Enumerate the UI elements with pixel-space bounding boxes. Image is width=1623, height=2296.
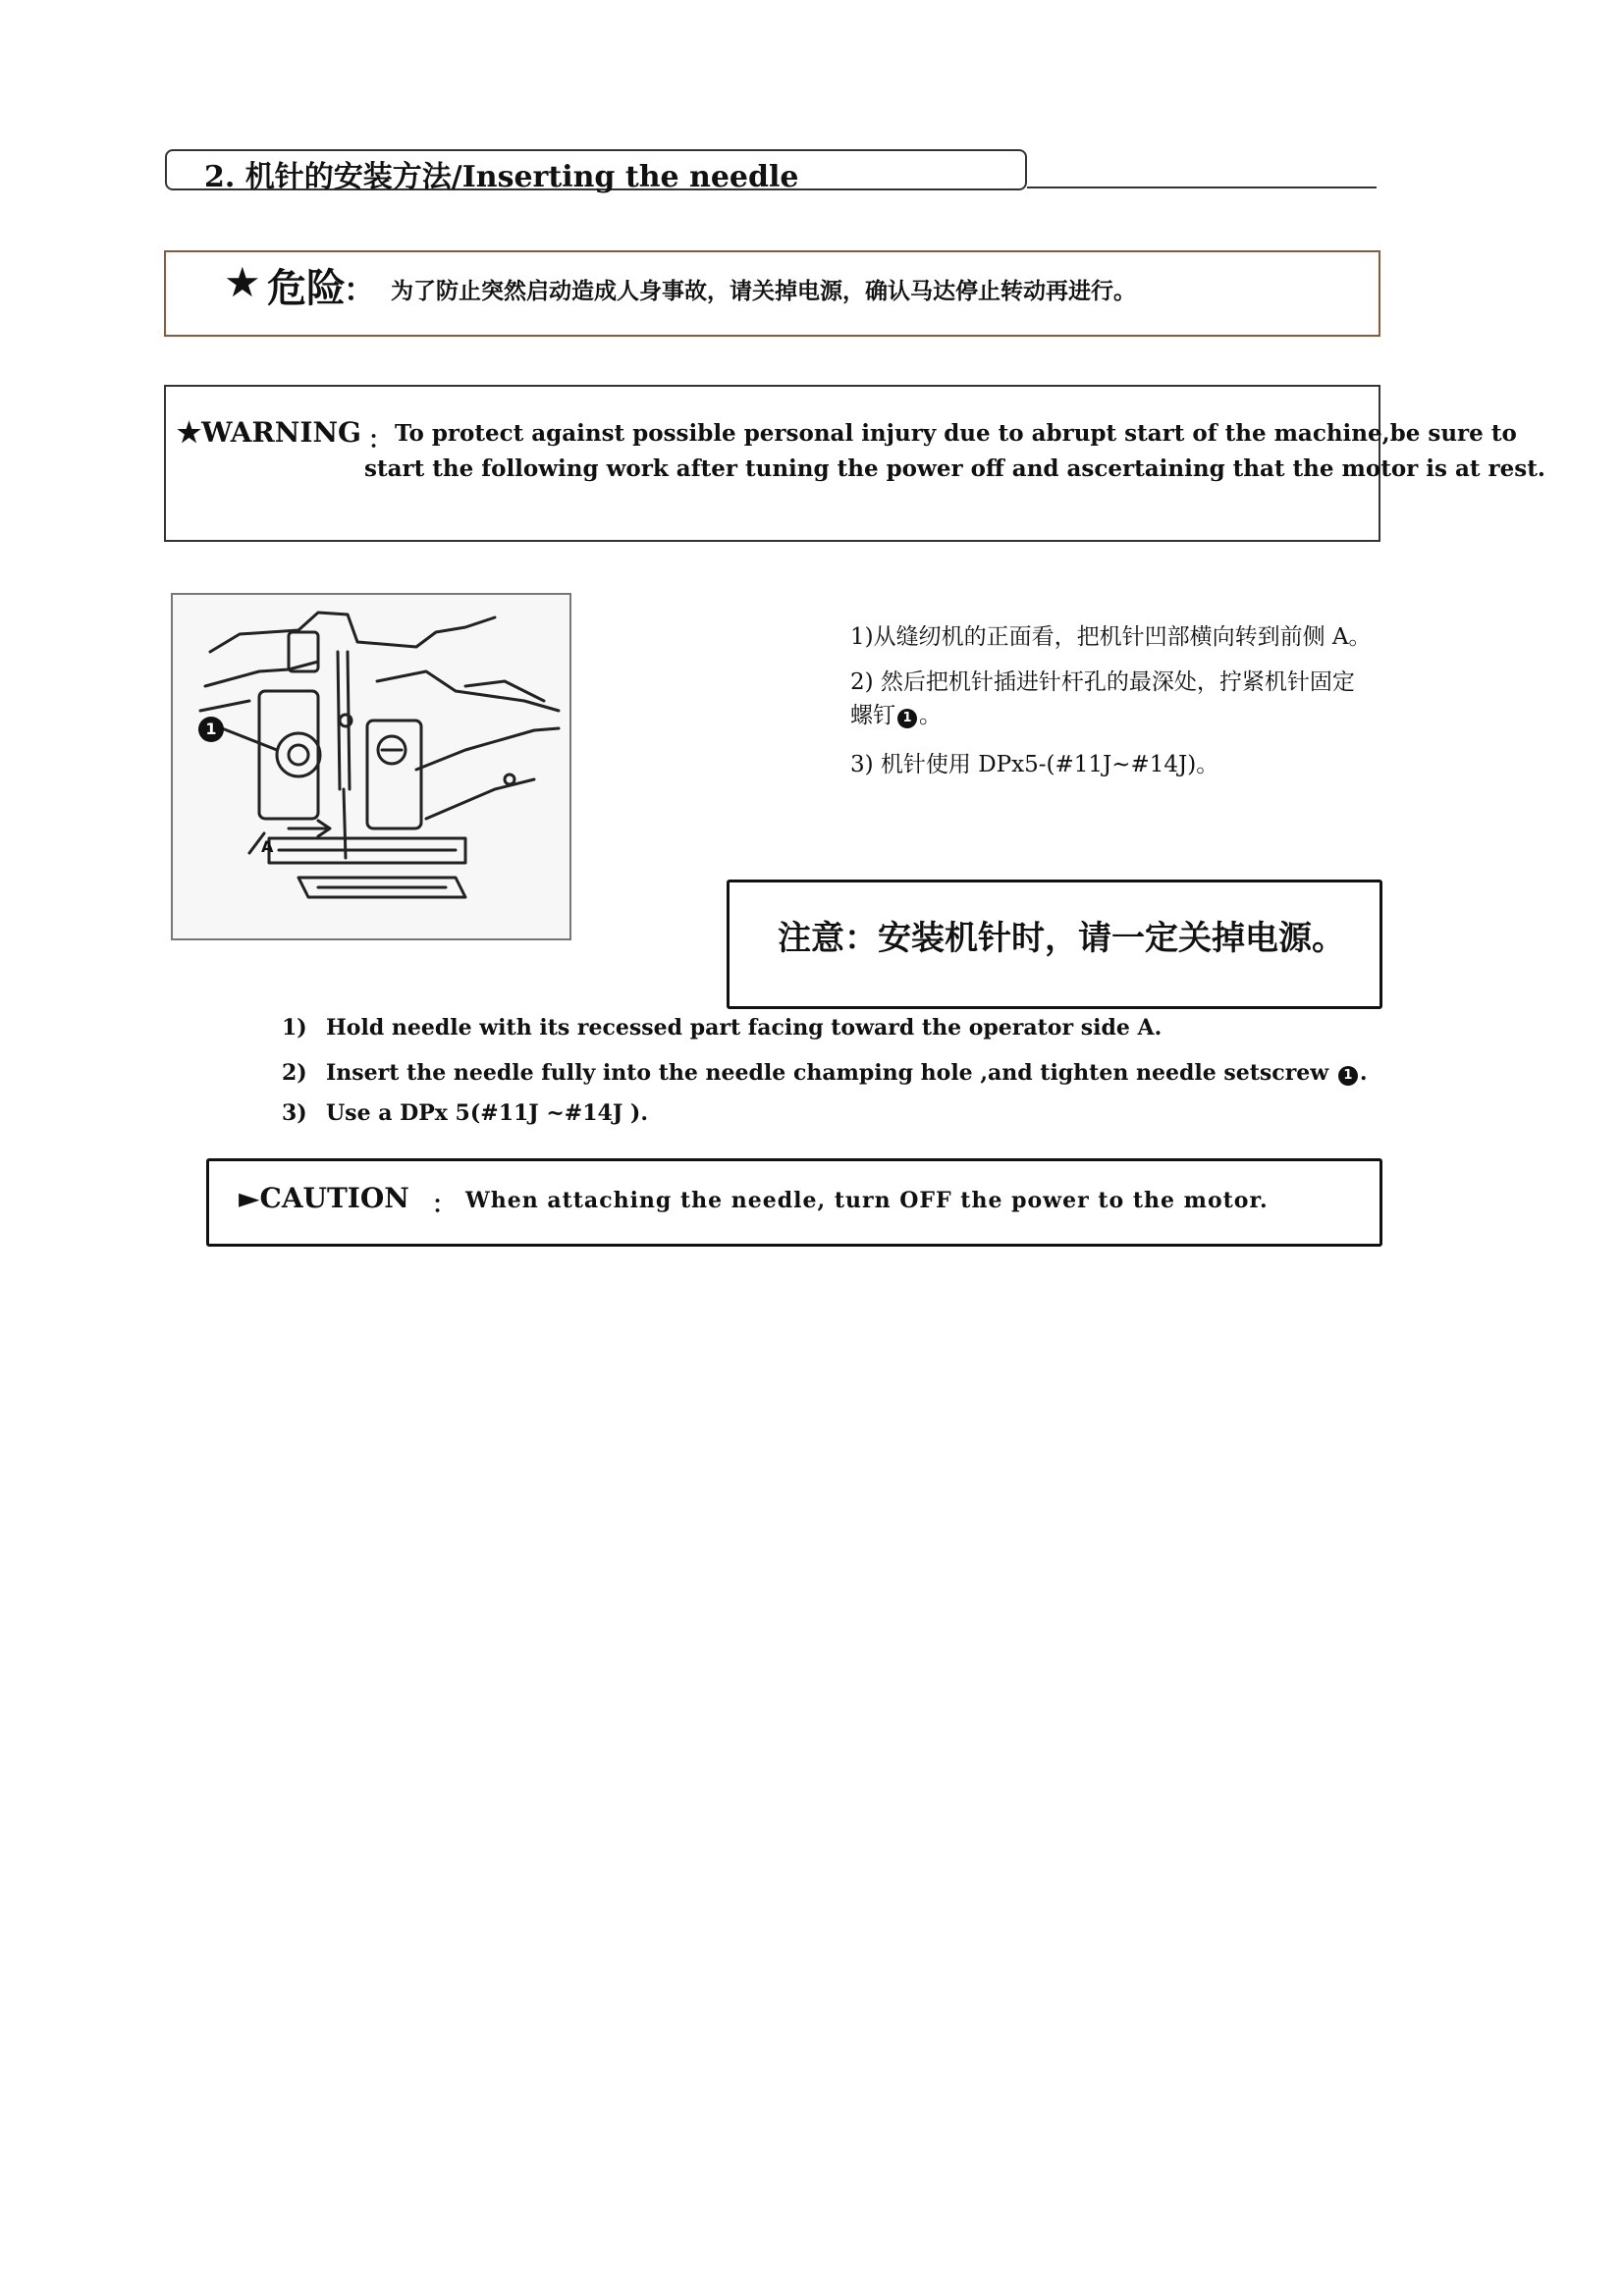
en-step-2-number: 2) — [282, 1060, 307, 1086]
warning-colon: ： — [368, 425, 392, 454]
caution-cn-text: 注意：安装机针时，请一定关掉电源。 — [778, 919, 1345, 958]
en-step-2-body: Insert the needle fully into the needle champing hole ,and tighten needle setscrew — [326, 1060, 1329, 1086]
caution-en-title: ►CAUTION — [239, 1182, 409, 1214]
setscrew-marker-icon: 1 — [897, 709, 917, 728]
cn-step-2-text: 螺钉 — [850, 703, 895, 728]
setscrew-marker-icon: 1 — [1338, 1066, 1358, 1086]
warning-text-line-1: To protect against possible personal injury due to abrupt start of the machine,be sure to — [395, 420, 1517, 447]
danger-colon: ： — [344, 271, 376, 308]
danger-title: 危险 — [267, 266, 346, 311]
warning-text-line-2: start the following work after tuning the power off and ascertaining that the motor is at rest. — [364, 455, 1545, 482]
cn-step-1: 1)从缝纫机的正面看，把机针凹部横向转到前侧 A。 — [850, 624, 1372, 650]
en-step-2-end: . — [1359, 1060, 1368, 1086]
cn-step-3: 3) 机针使用 DPx5-(#11J~#14J)。 — [850, 752, 1219, 777]
en-step-3-number: 3) — [282, 1100, 307, 1126]
warning-title: ★WARNING — [177, 416, 361, 449]
en-step-2-text — [326, 1060, 1368, 1086]
figure-label-a: A — [261, 837, 274, 856]
en-step-3-text: Use a DPx 5(#11J ~#14J ). — [326, 1100, 648, 1126]
caution-en-colon: ： — [432, 1190, 456, 1218]
cn-step-2: 2) 然后把机针插进针杆孔的最深处，拧紧机针固定 — [850, 669, 1355, 695]
danger-star-icon: ★ — [224, 258, 261, 306]
section-heading: 2. 机针的安装方法/Inserting the needle — [204, 160, 799, 194]
cn-step-2-end: 。 — [919, 703, 942, 728]
needle-installation-figure — [171, 593, 571, 940]
figure-callout-marker: 1 — [198, 717, 224, 742]
en-step-1-number: 1) — [282, 1015, 307, 1041]
en-step-1-text: Hold needle with its recessed part facing toward the operator side A. — [326, 1015, 1163, 1041]
danger-text: 为了防止突然启动造成人身事故，请关掉电源，确认马达停止转动再进行。 — [391, 279, 1136, 304]
caution-en-text: When attaching the needle, turn OFF the power to the motor. — [465, 1188, 1269, 1213]
heading-rule — [1027, 187, 1377, 188]
cn-step-2-continued — [850, 697, 942, 729]
